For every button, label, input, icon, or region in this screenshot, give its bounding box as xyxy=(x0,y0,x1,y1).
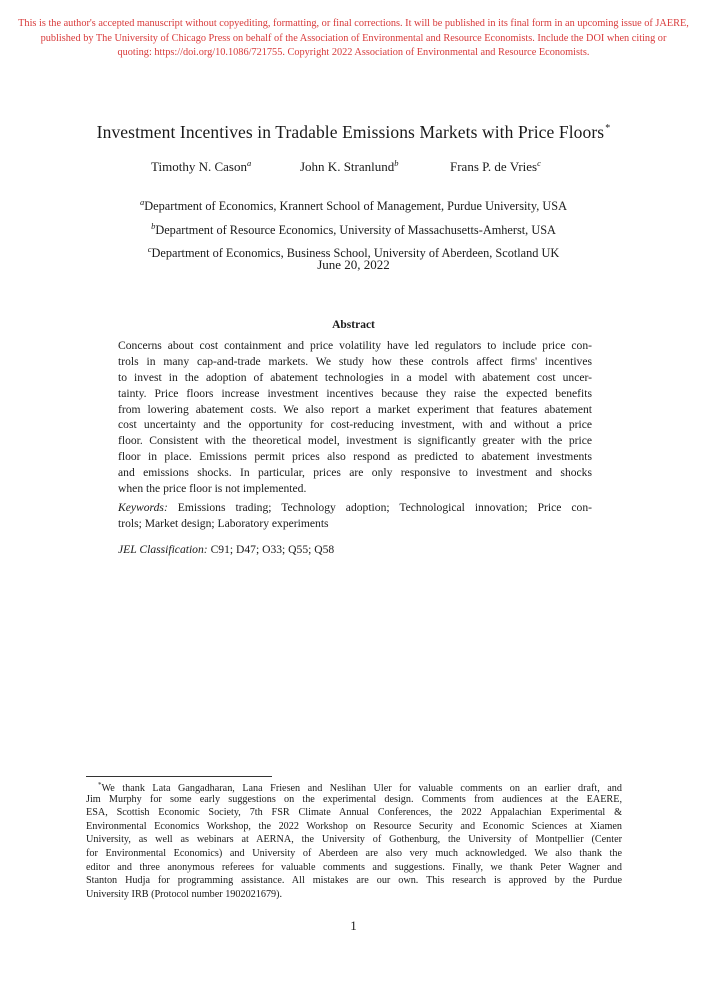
footnote-line xyxy=(86,779,622,793)
abstract-line: floor in place. Emissions permit prices also respond as predicted to abatement investments xyxy=(118,450,592,464)
author-mark: a xyxy=(246,158,252,168)
footnote-line: Environmental Economics Workshop, the 2022 Workshop on Resource Security and Economic Sciences at Xiamen xyxy=(86,820,622,832)
abstract-line: when the price floor is not implemented. xyxy=(118,482,307,496)
title-footnote-mark: * xyxy=(605,123,611,134)
jel-label: JEL Classification: xyxy=(118,543,208,556)
author xyxy=(300,158,399,175)
author xyxy=(151,158,251,175)
author-name: Timothy N. Cason xyxy=(151,159,247,174)
keywords-label: Keywords: xyxy=(118,501,168,514)
author-name: John K. Stranlund xyxy=(300,159,395,174)
page-number: 1 xyxy=(350,918,357,933)
affiliation-text: Department of Economics, Krannert School of Management, Purdue University, USA xyxy=(144,199,567,213)
abstract-body xyxy=(118,338,592,497)
notice-line: quoting: https://doi.org/10.1086/721755. Copyright 2022 Association of Environmental and Resource Economists. xyxy=(117,47,590,58)
affiliation-mark: c xyxy=(147,244,152,254)
author xyxy=(450,158,541,175)
abstract-line: from lowering abatement costs. We also report a market experiment that features abatement xyxy=(118,402,592,416)
footnote-mark: * xyxy=(98,781,102,789)
footnote-line: Stanton Hudja for programming assistance. All mistakes are our own. This research is approved by the Purdue xyxy=(86,875,622,887)
affiliations xyxy=(0,193,707,264)
footnote-line: for Environmental Economics) and University of Aberdeen are also very much acknowledged. We also thank the xyxy=(86,847,622,859)
notice-line: This is the author's accepted manuscript without copyediting, formatting, or final corrections. It will be published in its final form in an upcoming issue of JAERE, xyxy=(18,18,689,29)
notice-line: published by The University of Chicago Press on behalf of the Association of Environmental and Resource Economists. Include the DOI when citing or xyxy=(40,32,667,44)
paper-date: June 20, 2022 xyxy=(317,257,390,272)
abstract-line: floor. Consistent with the theoretical model, investment is significantly greater with the price xyxy=(118,434,592,448)
keywords-text: Emissions trading; Technology adoption; Technological innovation; Price con- xyxy=(177,501,593,514)
footnote-line: editor and three anonymous referees for valuable comments and suggestions. Finally, we thank Peter Wagner and xyxy=(86,861,622,873)
abstract-line: Concerns about cost containment and price volatility have led regulators to include price con- xyxy=(118,339,592,352)
jel-codes: C91; D47; O33; Q55; Q58 xyxy=(210,543,335,556)
author-mark: c xyxy=(537,158,541,168)
abstract-line: tainty. Price floors increase investment incentives because they raise the expected benefits xyxy=(118,386,592,400)
footnote-line: University, as well as webinars at AERNA, the University of Gothenburg, the University of Montpellier (Center xyxy=(86,834,622,846)
abstract-line: and emissions shocks. In particular, prices are only responsive to investment and shocks xyxy=(118,466,592,480)
affiliation-mark: b xyxy=(151,220,156,231)
author-mark: b xyxy=(394,158,399,168)
footnote-text: We thank Lata Gangadharan, Lana Friesen and Neslihan Uler for valuable comments on an earlier draft, and xyxy=(101,783,622,794)
footnote-line: University IRB (Protocol number 1902021679). xyxy=(86,888,283,900)
affiliation xyxy=(0,193,707,217)
footnote-rule xyxy=(86,776,272,777)
abstract-line: trols in many cap-and-trade markets. We study how these controls affect firms' incentives xyxy=(118,354,592,368)
abstract-line: to invest in the adoption of abatement technologies in a model with abatement cost uncer- xyxy=(118,370,592,384)
keywords-line xyxy=(118,500,592,516)
jel-classification xyxy=(118,542,592,558)
footnote xyxy=(86,779,622,901)
keywords-line: trols; Market design; Laboratory experiments xyxy=(118,516,329,530)
paper-title xyxy=(0,122,707,143)
abstract-line: cost uncertainty and the opportunity for cost-reducing investment, with and without a price xyxy=(118,418,592,432)
footnote-line: ESA, Scottish Economic Society, 7th FSR Climate Annual Conferences, the 2022 Appalachian Experimental & xyxy=(86,807,622,819)
affiliation-text: Department of Economics, Business School, University of Aberdeen, Scotland UK xyxy=(151,246,560,260)
paper-title-text: Investment Incentives in Tradable Emissions Markets with Price Floors xyxy=(96,122,605,142)
affiliation xyxy=(0,217,707,241)
affiliation-text: Department of Resource Economics, University of Massachusetts-Amherst, USA xyxy=(155,222,556,237)
affiliation-mark: a xyxy=(140,197,145,207)
footnote-line: Jim Murphy for some early suggestions on the experimental design. Comments from audiences at the EAERE, xyxy=(86,793,622,805)
keywords xyxy=(118,500,592,532)
author-name: Frans P. de Vries xyxy=(450,159,538,174)
copyright-notice xyxy=(0,17,707,61)
abstract-heading: Abstract xyxy=(332,319,375,331)
